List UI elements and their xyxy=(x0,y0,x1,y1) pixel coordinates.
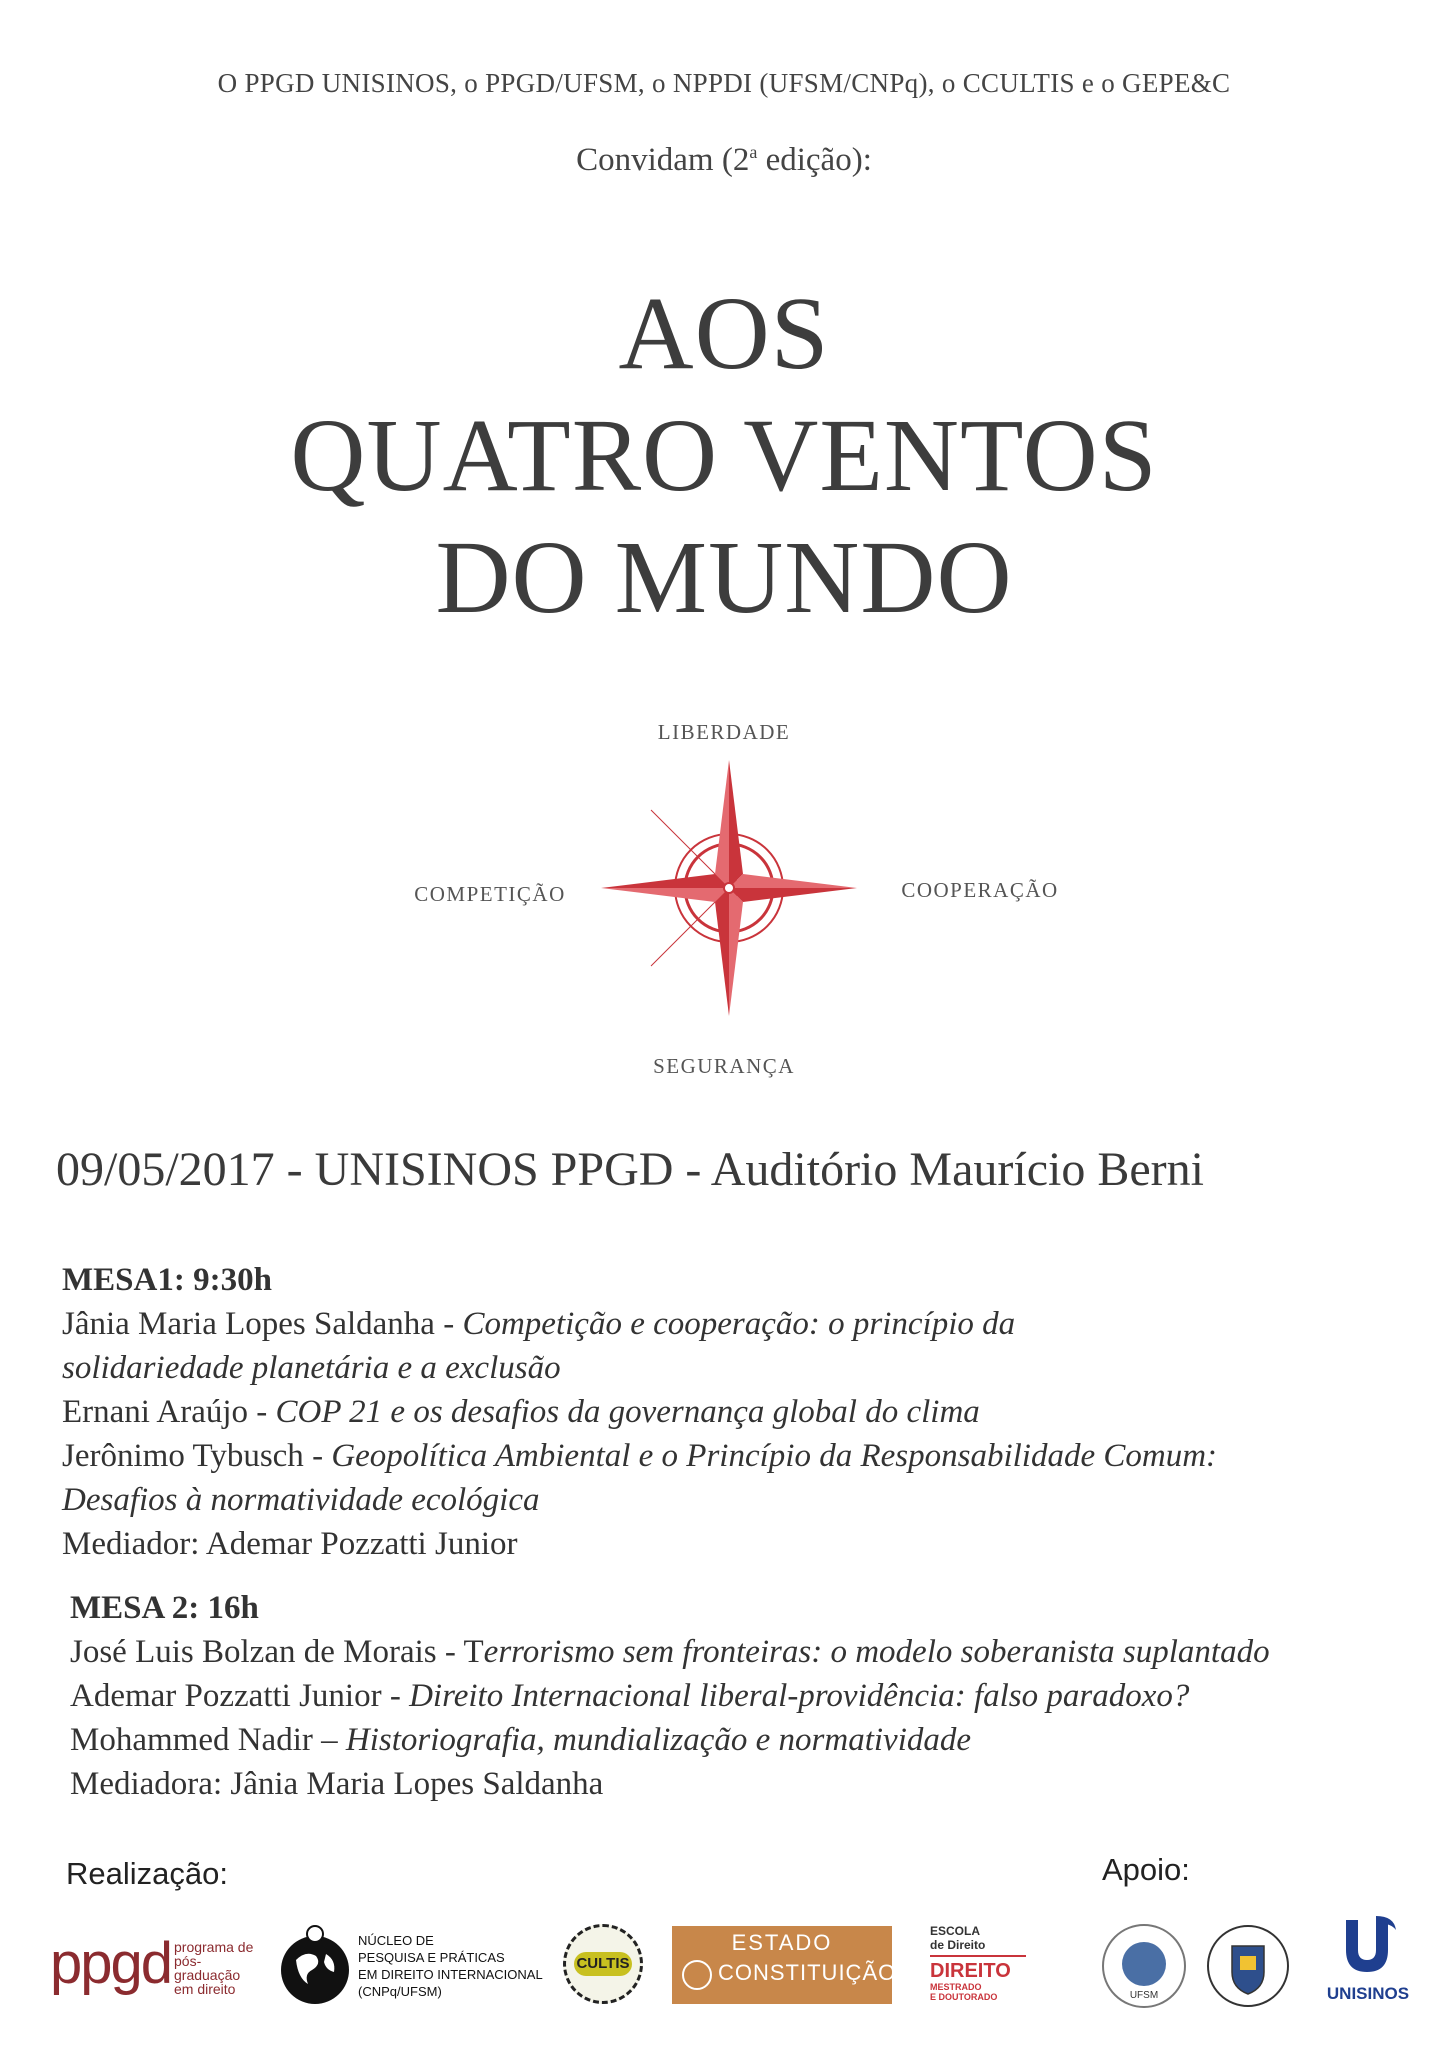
ri-globe-icon xyxy=(1122,1942,1166,1986)
compass-rose-icon xyxy=(599,758,859,1018)
estado-logo-emblem-icon xyxy=(682,1960,712,1990)
mesa1-talk-3-cont: Desafios à normatividade ecológica xyxy=(62,1482,540,1518)
unisinos-u-icon xyxy=(1332,1914,1402,1978)
title-line-3: DO MUNDO xyxy=(435,520,1013,635)
estado-logo-line1: ESTADO xyxy=(731,1930,833,1955)
ppgd-logo-mark: ppgd xyxy=(50,1931,172,1996)
cultis-logo xyxy=(563,1924,643,2004)
mesa2-section xyxy=(70,1586,1270,1806)
nppdi-logo-text: NÚCLEO DE PESQUISA E PRÁTICAS EM DIREITO INTERNACIONAL (CNPq/UFSM) xyxy=(358,1933,543,1999)
mesa2-talk-3: Mohammed Nadir – Historiografia, mundialização e normatividade xyxy=(70,1722,972,1758)
ri-logo-text: UFSM xyxy=(1129,1990,1159,2001)
mesa1-talk-2: Ernani Araújo - COP 21 e os desafios da governança global do clima xyxy=(62,1394,980,1430)
compass-north-label: LIBERDADE xyxy=(657,720,791,744)
unisinos-logo-text: UNISINOS xyxy=(1326,1984,1410,2003)
relacoes-internacionais-logo xyxy=(1102,1924,1186,2008)
compass-east-label: COOPERAÇÃO xyxy=(901,878,1059,902)
estado-constituicao-logo xyxy=(672,1926,897,2004)
mesa1-talk-3: Jerônimo Tybusch - Geopolítica Ambiental e o Princípio da Responsabilidade Comum: xyxy=(62,1438,1218,1474)
estado-logo-line2: CONSTITUIÇÃO xyxy=(718,1960,897,1985)
ppgd-logo-text: programa de pós-graduação em direito xyxy=(174,1939,254,1997)
mesa2-heading: MESA 2: 16h xyxy=(70,1590,259,1626)
apoio-label: Apoio: xyxy=(1102,1852,1190,1887)
mesa2-mediator: Mediadora: Jânia Maria Lopes Saldanha xyxy=(70,1766,604,1802)
compass-west-label: COMPETIÇÃO xyxy=(414,882,566,906)
mesa1-talk-1: Jânia Maria Lopes Saldanha - Competição e cooperação: o princípio da xyxy=(62,1306,1016,1342)
realizacao-label: Realização: xyxy=(66,1856,228,1891)
mesa1-heading: MESA1: 9:30h xyxy=(62,1262,272,1298)
event-dateline: 09/05/2017 - UNISINOS PPGD - Auditório Maurício Berni xyxy=(56,1143,1204,1196)
mesa1-mediator: Mediador: Ademar Pozzatti Junior xyxy=(62,1526,518,1562)
ppgd-logo xyxy=(50,1930,260,2000)
mesa1-talk-1-cont: solidariedade planetária e a exclusão xyxy=(62,1350,561,1386)
organizers-line: O PPGD UNISINOS, o PPGD/UFSM, o NPPDI (UFSM/CNPq), o CCULTIS e o GEPE&C xyxy=(217,68,1231,98)
title-line-2: QUATRO VENTOS xyxy=(290,398,1158,513)
escola-direito-logo: ESCOLA de Direito DIREITO MESTRADO E DOUTORADO xyxy=(930,1924,1040,2002)
mesa2-talk-1: José Luis Bolzan de Morais - Terrorismo sem fronteiras: o modelo soberanista suplantado xyxy=(70,1634,1270,1670)
invite-line: Convidam (2$^a$ edição): xyxy=(576,142,872,178)
ufsm-crest-icon xyxy=(1206,1922,1290,2012)
title-line-1: AOS xyxy=(618,276,830,391)
compass-south-label: SEGURANÇA xyxy=(653,1054,795,1078)
mesa1-section xyxy=(62,1258,1217,1566)
cultis-logo-text: CULTIS xyxy=(574,1952,632,1976)
mesa2-talk-2: Ademar Pozzatti Junior - Direito Internacional liberal-providência: falso paradoxo? xyxy=(70,1678,1190,1714)
globe-icon xyxy=(276,1924,354,2010)
